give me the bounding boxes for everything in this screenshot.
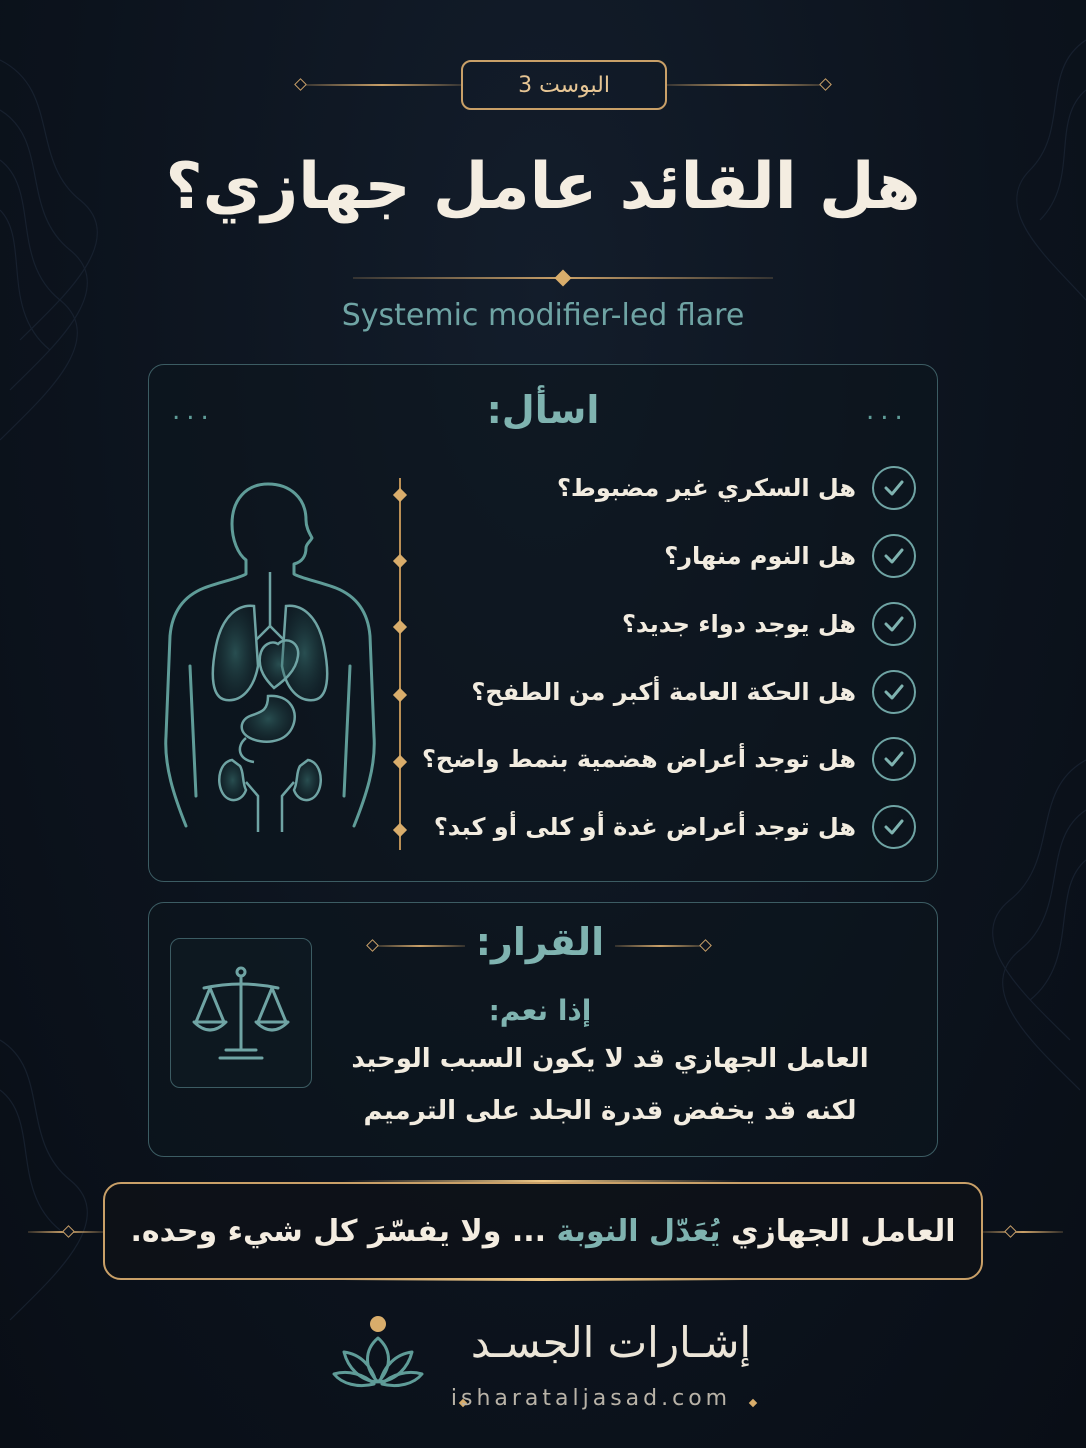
statement-line-right <box>983 1231 1063 1233</box>
statement-glow-bottom <box>343 1278 743 1281</box>
check-icon <box>872 534 916 578</box>
ask-title: اسأل: <box>486 388 600 432</box>
decision-line-2: لكنه قد يخفض قدرة الجلد على الترميم <box>363 1096 857 1126</box>
statement-part-1: العامل الجهازي <box>731 1213 956 1249</box>
lotus-logo-icon <box>330 1312 430 1392</box>
human-body-icon <box>150 476 390 846</box>
question-timeline <box>399 478 401 850</box>
decision-line-1: العامل الجهازي قد لا يكون السبب الوحيد <box>351 1044 869 1074</box>
decision-title: القرار: <box>475 920 605 964</box>
post-badge-row <box>0 60 1086 110</box>
question-item <box>664 530 916 582</box>
question-item <box>622 598 916 650</box>
check-icon <box>872 805 916 849</box>
question-text: هل توجد أعراض غدة أو كلى أو كبد؟ <box>433 813 856 841</box>
brand-name: إشـارات الجسـد <box>470 1318 752 1367</box>
key-statement <box>103 1182 983 1280</box>
check-icon <box>872 670 916 714</box>
question-text: هل الحكة العامة أكبر من الطفح؟ <box>471 678 856 706</box>
dots-right: ... <box>866 396 909 426</box>
question-item <box>422 733 916 785</box>
question-item <box>434 801 916 853</box>
check-icon <box>872 602 916 646</box>
dots-left: ... <box>172 396 215 426</box>
check-icon <box>872 737 916 781</box>
badge-diamond-left <box>294 78 307 91</box>
brand-url: isharataljasad.com <box>450 1386 732 1411</box>
check-icon <box>872 466 916 510</box>
badge-line-right <box>667 84 825 86</box>
page-title: هل القائد عامل جهازي؟ <box>165 150 921 224</box>
question-text: هل النوم منهار؟ <box>664 542 856 570</box>
post-number-badge: البوست 3 <box>461 60 667 110</box>
statement-accent: يُعَدّل النوبة <box>556 1213 721 1249</box>
badge-diamond-right <box>819 78 832 91</box>
badge-line-left <box>303 84 461 86</box>
question-text: هل يوجد دواء جديد؟ <box>621 610 856 638</box>
question-text: هل السكري غير مضبوط؟ <box>557 474 856 502</box>
question-item <box>471 666 916 718</box>
statement-part-2: ... ولا يفسّرَ كل شيء وحده. <box>130 1213 547 1249</box>
if-yes-label: إذا نعم: <box>488 994 592 1027</box>
balance-scale-icon <box>186 958 296 1068</box>
subtitle: Systemic modifier-led flare <box>341 298 745 333</box>
scale-box <box>170 938 312 1088</box>
question-item <box>557 462 916 514</box>
question-text: هل توجد أعراض هضمية بنمط واضح؟ <box>421 745 856 773</box>
